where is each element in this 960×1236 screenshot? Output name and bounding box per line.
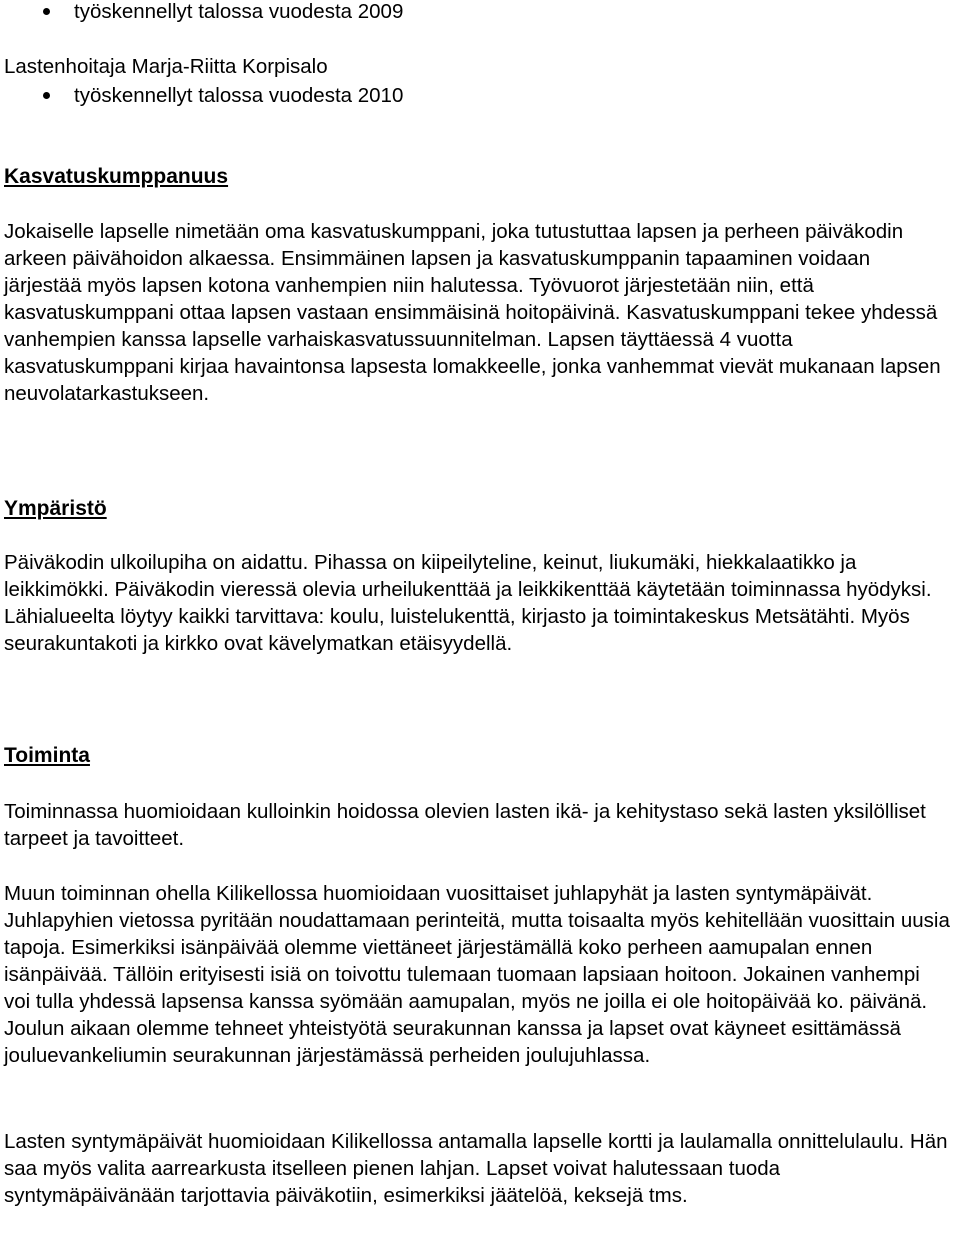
paragraph-toiminta-2: Muun toiminnan ohella Kilikellossa huomioidaan vuosittaiset juhlapyhät ja lasten syntymäpäivät. Juhlapyhien vietossa pyritään noudattamaan perinteitä, mutta toisaalta myös kehitellään vuosittain uusia tapoja. Esimerkiksi isänpäivää olemme viettäneet järjestämällä koko perheen aamupalan ennen isänpäivää. Tällöin erityisesti isiä on toivottu tulemaan tuomaan lapsiaan hoitoon. Jokainen vanhempi voi tulla yhdessä lapsensa kanssa syömään aamupalan, myös ne joilla ei ole hoitopäivää ko. päivänä. Joulun aikaan olemme tehneet yhteistyötä seurakunnan kanssa ja lapset ovat käyneet esittämässä jouluevankeliumin seurakunnan järjestämässä perheiden joulujuhlassa.: [4, 882, 950, 1067]
paragraph-kasvatuskumppanuus: Jokaiselle lapselle nimetään oma kasvatuskumppani, joka tutustuttaa lapsen ja perheen päiväkodin arkeen päivähoidon alkaessa. Ensimmäinen lapsen ja kasvatuskumppanin tapaaminen voidaan järjestää myös lapsen kotona vanhempien niin halutessa. Työvuorot järjestetään niin, että kasvatuskumppani ottaa lapsen vastaan ensimmäisinä hoitopäivinä. Kasvatuskumppani tekee yhdessä vanhempien kanssa lapselle varhaiskasvatussuunnitelman. Lapsen täyttäessä 4 vuotta kasvatuskumppani kirjaa havaintonsa lapsesta lomakkeelle, jonka vanhemmat vievät mukanaan lapsen neuvolatarkastukseen.: [4, 220, 941, 405]
list-item: työskennellyt talossa vuodesta 2009: [4, 0, 950, 25]
paragraph-toiminta-3: Lasten syntymäpäivät huomioidaan Kilikellossa antamalla lapselle kortti ja laulamalla onnittelulaulu. Hän saa myös valita aarrearkusta itselleen pienen lahjan. Lapset voivat halutessaan tuoda syntymäpäivänään tarjottavia päiväkotiin, esimerkiksi jäätelöä, keksejä tms.: [4, 1130, 948, 1207]
staff-bullet-list: [4, 82, 950, 109]
top-bullet-list: [4, 0, 950, 25]
section-heading-toiminta: Toiminta: [4, 744, 90, 767]
paragraph-toiminta-1: Toiminnassa huomioidaan kulloinkin hoidossa olevien lasten ikä- ja kehitystaso sekä lasten yksilölliset tarpeet ja tavoitteet.: [4, 800, 926, 850]
staff-name: Lastenhoitaja Marja-Riitta Korpisalo: [4, 55, 328, 78]
bullet-icon: [43, 92, 50, 99]
section-heading-kasvatuskumppanuus: Kasvatuskumppanuus: [4, 165, 229, 188]
list-item: työskennellyt talossa vuodesta 2010: [4, 82, 950, 109]
bullet-icon: [43, 8, 50, 15]
section-heading-ymparisto: Ympäristö: [4, 497, 107, 520]
paragraph-ymparisto: Päiväkodin ulkoilupiha on aidattu. Pihassa on kiipeilyteline, keinut, liukumäki, hiekkalaatikko ja leikkimökki. Päiväkodin vieressä olevia urheilukenttää ja leikkikenttää käytetään toiminnassa hyödyksi. Lähialueelta löytyy kaikki tarvittava: koulu, luistelukenttä, kirjasto ja toimintakeskus Metsätähti. Myös seurakuntakoti ja kirkko ovat kävelymatkan etäisyydellä.: [4, 551, 932, 655]
